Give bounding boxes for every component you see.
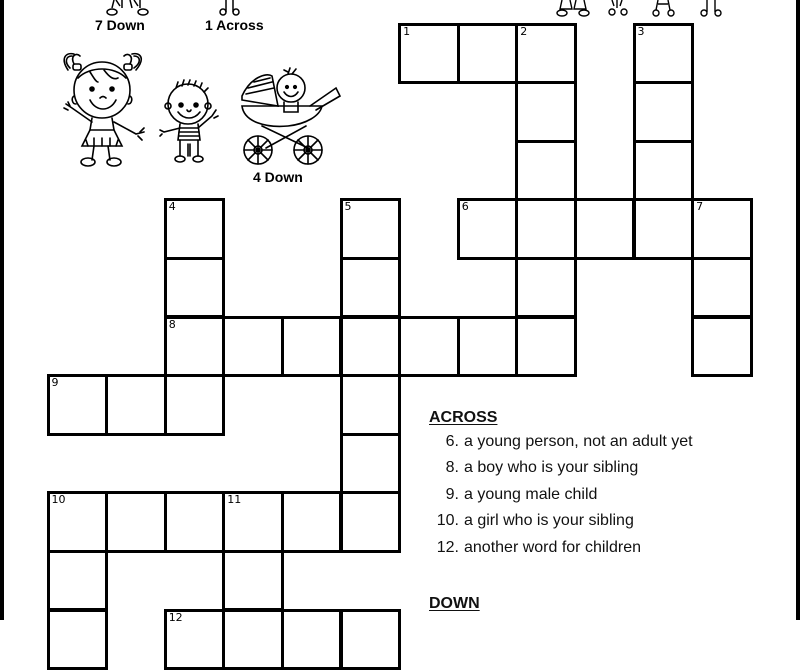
across-heading: ACROSS — [429, 409, 497, 427]
grid-cell-11[interactable] — [222, 491, 284, 553]
grid-cell[interactable] — [105, 491, 167, 553]
grid-cell[interactable] — [164, 257, 226, 319]
clue-text: another word for children — [464, 535, 641, 561]
grid-cell[interactable] — [574, 198, 636, 260]
clue-number: 5 — [345, 201, 352, 213]
grid-cell[interactable] — [633, 140, 695, 202]
clue-number: 10 — [52, 494, 66, 506]
across-clue — [429, 508, 497, 534]
grid-cell[interactable] — [222, 550, 284, 612]
across-clue — [429, 429, 497, 455]
grid-cell[interactable] — [164, 374, 226, 436]
grid-cell-8[interactable] — [164, 316, 226, 378]
clue-number: 6 — [462, 201, 469, 213]
clue-number: 3 — [638, 26, 645, 38]
down-clues — [429, 595, 480, 613]
grid-cell[interactable] — [398, 316, 460, 378]
grid-cell-2[interactable] — [515, 23, 577, 85]
grid-cell[interactable] — [340, 374, 402, 436]
grid-cell[interactable] — [515, 140, 577, 202]
grid-cell[interactable] — [633, 81, 695, 143]
grid-cell[interactable] — [340, 491, 402, 553]
grid-cell-7[interactable] — [691, 198, 753, 260]
clue-number: 12 — [169, 612, 183, 624]
clue-text: a young person, not an adult yet — [464, 429, 693, 455]
clue-number: 9 — [52, 377, 59, 389]
grid-cell[interactable] — [105, 374, 167, 436]
grid-cell[interactable] — [164, 491, 226, 553]
grid-cell[interactable] — [515, 316, 577, 378]
grid-cell[interactable] — [515, 81, 577, 143]
clue-text: a boy who is your sibling — [464, 455, 638, 481]
grid-cell[interactable] — [340, 257, 402, 319]
clue-number: 2 — [520, 26, 527, 38]
clue-text: a young male child — [464, 482, 597, 508]
across-clue-list — [429, 429, 497, 561]
grid-cell-9[interactable] — [47, 374, 109, 436]
clue-number: 6. — [446, 429, 459, 455]
across-clue — [429, 455, 497, 481]
grid-cell[interactable] — [222, 316, 284, 378]
grid-cell[interactable] — [340, 609, 402, 670]
grid-cell[interactable] — [281, 491, 343, 553]
clue-number: 12. — [437, 535, 459, 561]
clue-number: 8. — [446, 455, 459, 481]
clue-number: 8 — [169, 319, 176, 331]
down-heading: DOWN — [429, 595, 480, 613]
grid-cell-12[interactable] — [164, 609, 226, 670]
grid-cell[interactable] — [47, 609, 109, 670]
caption-4-down: 4 Down — [253, 169, 303, 185]
clue-number: 1 — [403, 26, 410, 38]
clue-number: 11 — [227, 494, 241, 506]
grid-cell-5[interactable] — [340, 198, 402, 260]
grid-cell[interactable] — [222, 609, 284, 670]
grid-cell-10[interactable] — [47, 491, 109, 553]
clue-number: 4 — [169, 201, 176, 213]
grid-cell[interactable] — [633, 198, 695, 260]
grid-cell[interactable] — [281, 609, 343, 670]
grid-cell[interactable] — [457, 23, 519, 85]
caption-7-down: 7 Down — [95, 17, 145, 33]
clue-text: a girl who is your sibling — [464, 508, 634, 534]
grid-cell[interactable] — [691, 257, 753, 319]
grid-cell[interactable] — [691, 316, 753, 378]
clue-number: 10. — [437, 508, 459, 534]
across-clues — [429, 409, 497, 561]
clue-number: 9. — [446, 482, 459, 508]
grid-cell[interactable] — [340, 433, 402, 495]
grid-cell[interactable] — [47, 550, 109, 612]
grid-cell[interactable] — [457, 316, 519, 378]
grid-cell[interactable] — [515, 198, 577, 260]
caption-1-across: 1 Across — [205, 17, 264, 33]
across-clue — [429, 482, 497, 508]
grid-cell-3[interactable] — [633, 23, 695, 85]
across-clue — [429, 535, 497, 561]
grid-cell[interactable] — [340, 316, 402, 378]
grid-cell[interactable] — [281, 316, 343, 378]
grid-cell-4[interactable] — [164, 198, 226, 260]
clue-number: 7 — [696, 201, 703, 213]
grid-cell-1[interactable] — [398, 23, 460, 85]
grid-cell-6[interactable] — [457, 198, 519, 260]
grid-cell[interactable] — [515, 257, 577, 319]
